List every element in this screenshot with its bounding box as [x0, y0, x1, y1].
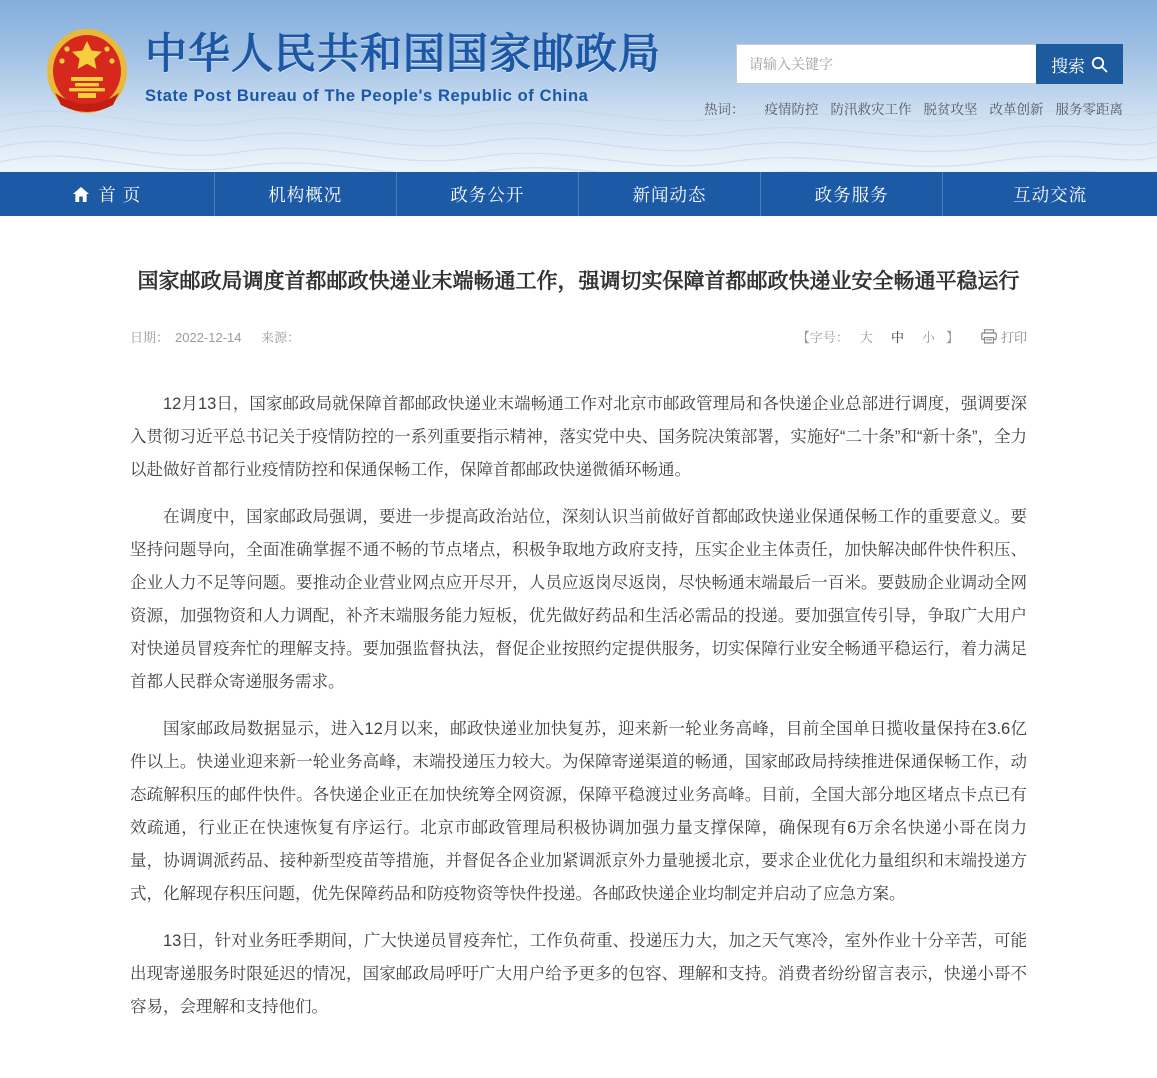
search-button[interactable]: [1036, 44, 1123, 84]
article-title: 国家邮政局调度首都邮政快递业末端畅通工作，强调切实保障首都邮政快递业安全畅通平稳运行: [137, 270, 1020, 293]
site-header: [0, 0, 1157, 172]
article-paragraph: 13日，针对业务旺季期间，广大快递员冒疫奔忙，工作负荷重、投递压力大，加之天气寒冷，室外作业十分辛苦，可能出现寄递服务时限延迟的情况，国家邮政局呼吁广大用户给予更多的包容、理解和支持。消费者纷纷留言表示，快递小哥不容易，会理解和支持他们。: [130, 931, 1027, 1016]
printer-icon: [981, 329, 997, 344]
article-body: [130, 388, 1027, 1078]
site-title-english: State Post Bureau of The People's Republic of China: [145, 87, 589, 106]
fontsize-prefix: 【字号：: [796, 329, 849, 345]
nav-item-label: 机构概况: [268, 184, 343, 205]
nav-item-label: 互动交流: [1013, 184, 1088, 205]
nav-item-label: 新闻动态: [632, 184, 707, 205]
search-input[interactable]: [736, 44, 1036, 84]
national-emblem-logo: [45, 27, 129, 117]
nav-item-government-affairs[interactable]: [396, 172, 578, 216]
search-icon: [1091, 56, 1108, 73]
nav-item-services[interactable]: [760, 172, 942, 216]
source-label: 来源：: [261, 329, 301, 345]
fontsize-medium-button[interactable]: 中: [890, 329, 904, 345]
hotword-link[interactable]: 服务零距离: [1055, 102, 1123, 117]
print-button[interactable]: [981, 327, 1027, 346]
nav-item-news[interactable]: [578, 172, 760, 216]
nav-item-label: 政务公开: [450, 184, 525, 205]
page-content: [0, 216, 1157, 1078]
nav-item-agency-overview[interactable]: [214, 172, 396, 216]
search-button-label: 搜索: [1051, 56, 1085, 76]
fontsize-small-button[interactable]: 小: [921, 329, 935, 345]
nav-item-label: 首 页: [98, 184, 142, 205]
article-meta-row: [130, 327, 1027, 346]
article-meta-left: [130, 327, 306, 346]
hotword-link[interactable]: 改革创新: [989, 102, 1044, 117]
site-title-chinese: 中华人民共和国国家邮政局: [145, 30, 662, 77]
hotword-link[interactable]: 防汛救灾工作: [830, 102, 912, 117]
nav-item-home[interactable]: [0, 172, 214, 216]
article-paragraph: 12月13日，国家邮政局就保障首都邮政快递业末端畅通工作对北京市邮政管理局和各快递企业总部进行调度，强调要深入贯彻习近平总书记关于疫情防控的一系列重要指示精神，落实党中央、国务院决策部署，实施好“二十条”和“新十条”，全力以赴做好首都行业疫情防控和保通保畅工作，保障首都邮政快递微循环畅通。: [130, 394, 1027, 479]
hotwords-bar: [704, 98, 1123, 118]
date-label: 日期：: [130, 329, 170, 345]
hotword-link[interactable]: 脱贫攻坚: [923, 102, 978, 117]
main-navigation: [0, 172, 1157, 216]
print-label: 打印: [1000, 329, 1027, 345]
brand-text: [145, 27, 661, 106]
fontsize-large-button[interactable]: 大: [859, 329, 873, 345]
site-brand[interactable]: [45, 27, 661, 117]
article-paragraph: 在调度中，国家邮政局强调，要进一步提高政治站位，深刻认识当前做好首都邮政快递业保通保畅工作的重要意义。要坚持问题导向，全面准确掌握不通不畅的节点堵点，积极争取地方政府支持，压实企业主体责任，加快解决邮件快件积压、企业人力不足等问题。要推动企业营业网点应开尽开，人员应返岗尽返岗，尽快畅通末端最后一百米。要鼓励企业调动全网资源，加强物资和人力调配，补齐末端服务能力短板，优先做好药品和生活必需品的投递。要加强宣传引导，争取广大用户对快递员冒疫奔忙的理解支持。要加强监督执法，督促企业按照约定提供服务，切实保障行业安全畅通平稳运行，着力满足首都人民群众寄递服务需求。: [130, 507, 1027, 691]
article-date: 2022-12-14: [175, 329, 242, 345]
article-paragraph: 国家邮政局数据显示，进入12月以来，邮政快递业加快复苏，迎来新一轮业务高峰，目前全国单日揽收量保持在3.6亿件以上。快递业迎来新一轮业务高峰，末端投递压力较大。为保障寄递渠道的畅通，国家邮政局持续推进保通保畅工作，动态疏解积压的邮件快件。各快递企业正在加快统筹全网资源，保障平稳渡过业务高峰。目前，全国大部分地区堵点卡点已有效疏通，行业正在快速恢复有序运行。北京市邮政管理局积极协调加强力量支撑保障，确保现有6万余名快递小哥在岗力量，协调调派药品、接种新型疫苗等措施，并督促各企业加紧调派京外力量驰援北京，要求企业优化力量组织和末端投递方式，化解现存积压问题，优先保障药品和防疫物资等快件投递。各邮政快递企业均制定并启动了应急方案。: [130, 719, 1027, 903]
hotwords-label: 热词：: [704, 102, 745, 117]
nav-item-interaction[interactable]: [942, 172, 1157, 216]
article-meta-right: [797, 327, 1027, 346]
hotword-link[interactable]: 疫情防控: [764, 102, 819, 117]
nav-item-label: 政务服务: [814, 184, 889, 205]
home-icon: [72, 186, 90, 203]
search-area: [736, 44, 1123, 84]
fontsize-suffix: 】: [945, 329, 959, 345]
